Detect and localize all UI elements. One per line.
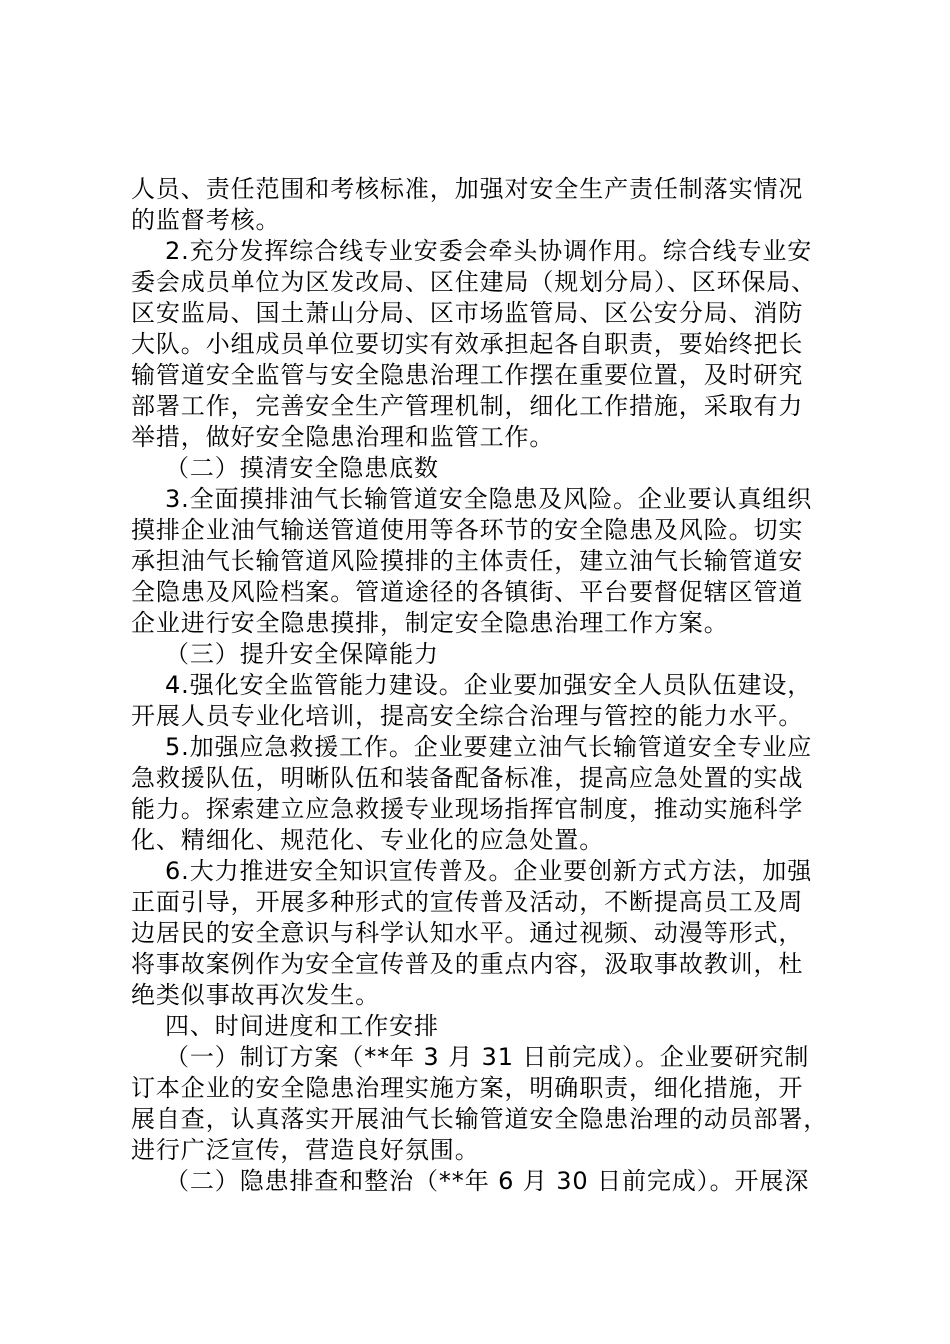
text-line: 正面引导，开展多种形式的宣传普及活动，不断提高员工及周 (131, 888, 804, 916)
text-line: 2.充分发挥综合线专业安委会牵头协调作用。综合线专业安 (165, 237, 813, 265)
text-line: 举措，做好安全隐患治理和监管工作。 (131, 423, 555, 451)
text-line: 3.全面摸排油气长输管道安全隐患及风险。企业要认真组织 (165, 485, 813, 513)
text-line: 的监督考核。 (131, 206, 281, 234)
text-line: （二）摸清安全隐患底数 (165, 454, 439, 482)
text-line: 化、精细化、规范化、专业化的应急处置。 (131, 826, 605, 854)
text-line: 区安监局、国土萧山分局、区市场监管局、区公安分局、消防 (131, 299, 804, 327)
text-line: 大队。小组成员单位要切实有效承担起各自职责，要始终把长 (131, 330, 804, 358)
text-line: 边居民的安全意识与科学认知水平。通过视频、动漫等形式， (131, 919, 804, 947)
text-line: 人员、责任范围和考核标准，加强对安全生产责任制落实情况 (131, 175, 804, 203)
text-line: 输管道安全监管与安全隐患治理工作摆在重要位置，及时研究 (131, 361, 804, 389)
text-line: 订本企业的安全隐患治理实施方案，明确职责，细化措施，开 (131, 1074, 804, 1102)
text-line: 急救援队伍，明晰队伍和装备配备标准，提高应急处置的实战 (131, 764, 804, 792)
text-line: 开展人员专业化培训，提高安全综合治理与管控的能力水平。 (131, 702, 804, 730)
text-line: 全隐患及风险档案。管道途径的各镇街、平台要督促辖区管道 (131, 578, 804, 606)
text-line: 摸排企业油气输送管道使用等各环节的安全隐患及风险。切实 (131, 516, 804, 544)
document-body (131, 174, 831, 1197)
text-line: 能力。探索建立应急救援专业现场指挥官制度，推动实施科学 (131, 795, 804, 823)
text-line: 进行广泛宣传，营造良好氛围。 (131, 1136, 480, 1164)
text-line: （三）提升安全保障能力 (165, 640, 439, 668)
text-line: 四、时间进度和工作安排 (165, 1012, 439, 1040)
text-line: （一）制订方案（**年 3 月 31 日前完成）。企业要研究制 (165, 1043, 810, 1071)
text-line: 承担油气长输管道风险摸排的主体责任，建立油气长输管道安 (131, 547, 804, 575)
text-line: 展自查，认真落实开展油气长输管道安全隐患治理的动员部署， (131, 1105, 829, 1133)
text-line: 部署工作，完善安全生产管理机制，细化工作措施，采取有力 (131, 392, 804, 420)
text-line: 企业进行安全隐患摸排，制定安全隐患治理工作方案。 (131, 609, 729, 637)
text-line: 4.强化安全监管能力建设。企业要加强安全人员队伍建设， (165, 671, 813, 699)
text-line: 6.大力推进安全知识宣传普及。企业要创新方式方法，加强 (165, 857, 813, 885)
text-line: 5.加强应急救援工作。企业要建立油气长输管道安全专业应 (165, 733, 813, 761)
text-line: 将事故案例作为安全宣传普及的重点内容，汲取事故教训，杜 (131, 950, 804, 978)
text-line: （二）隐患排查和整治（**年 6 月 30 日前完成）。开展深 (165, 1167, 810, 1195)
text-line: 绝类似事故再次发生。 (131, 981, 380, 1009)
text-line: 委会成员单位为区发改局、区住建局（规划分局）、区环保局、 (131, 268, 817, 296)
